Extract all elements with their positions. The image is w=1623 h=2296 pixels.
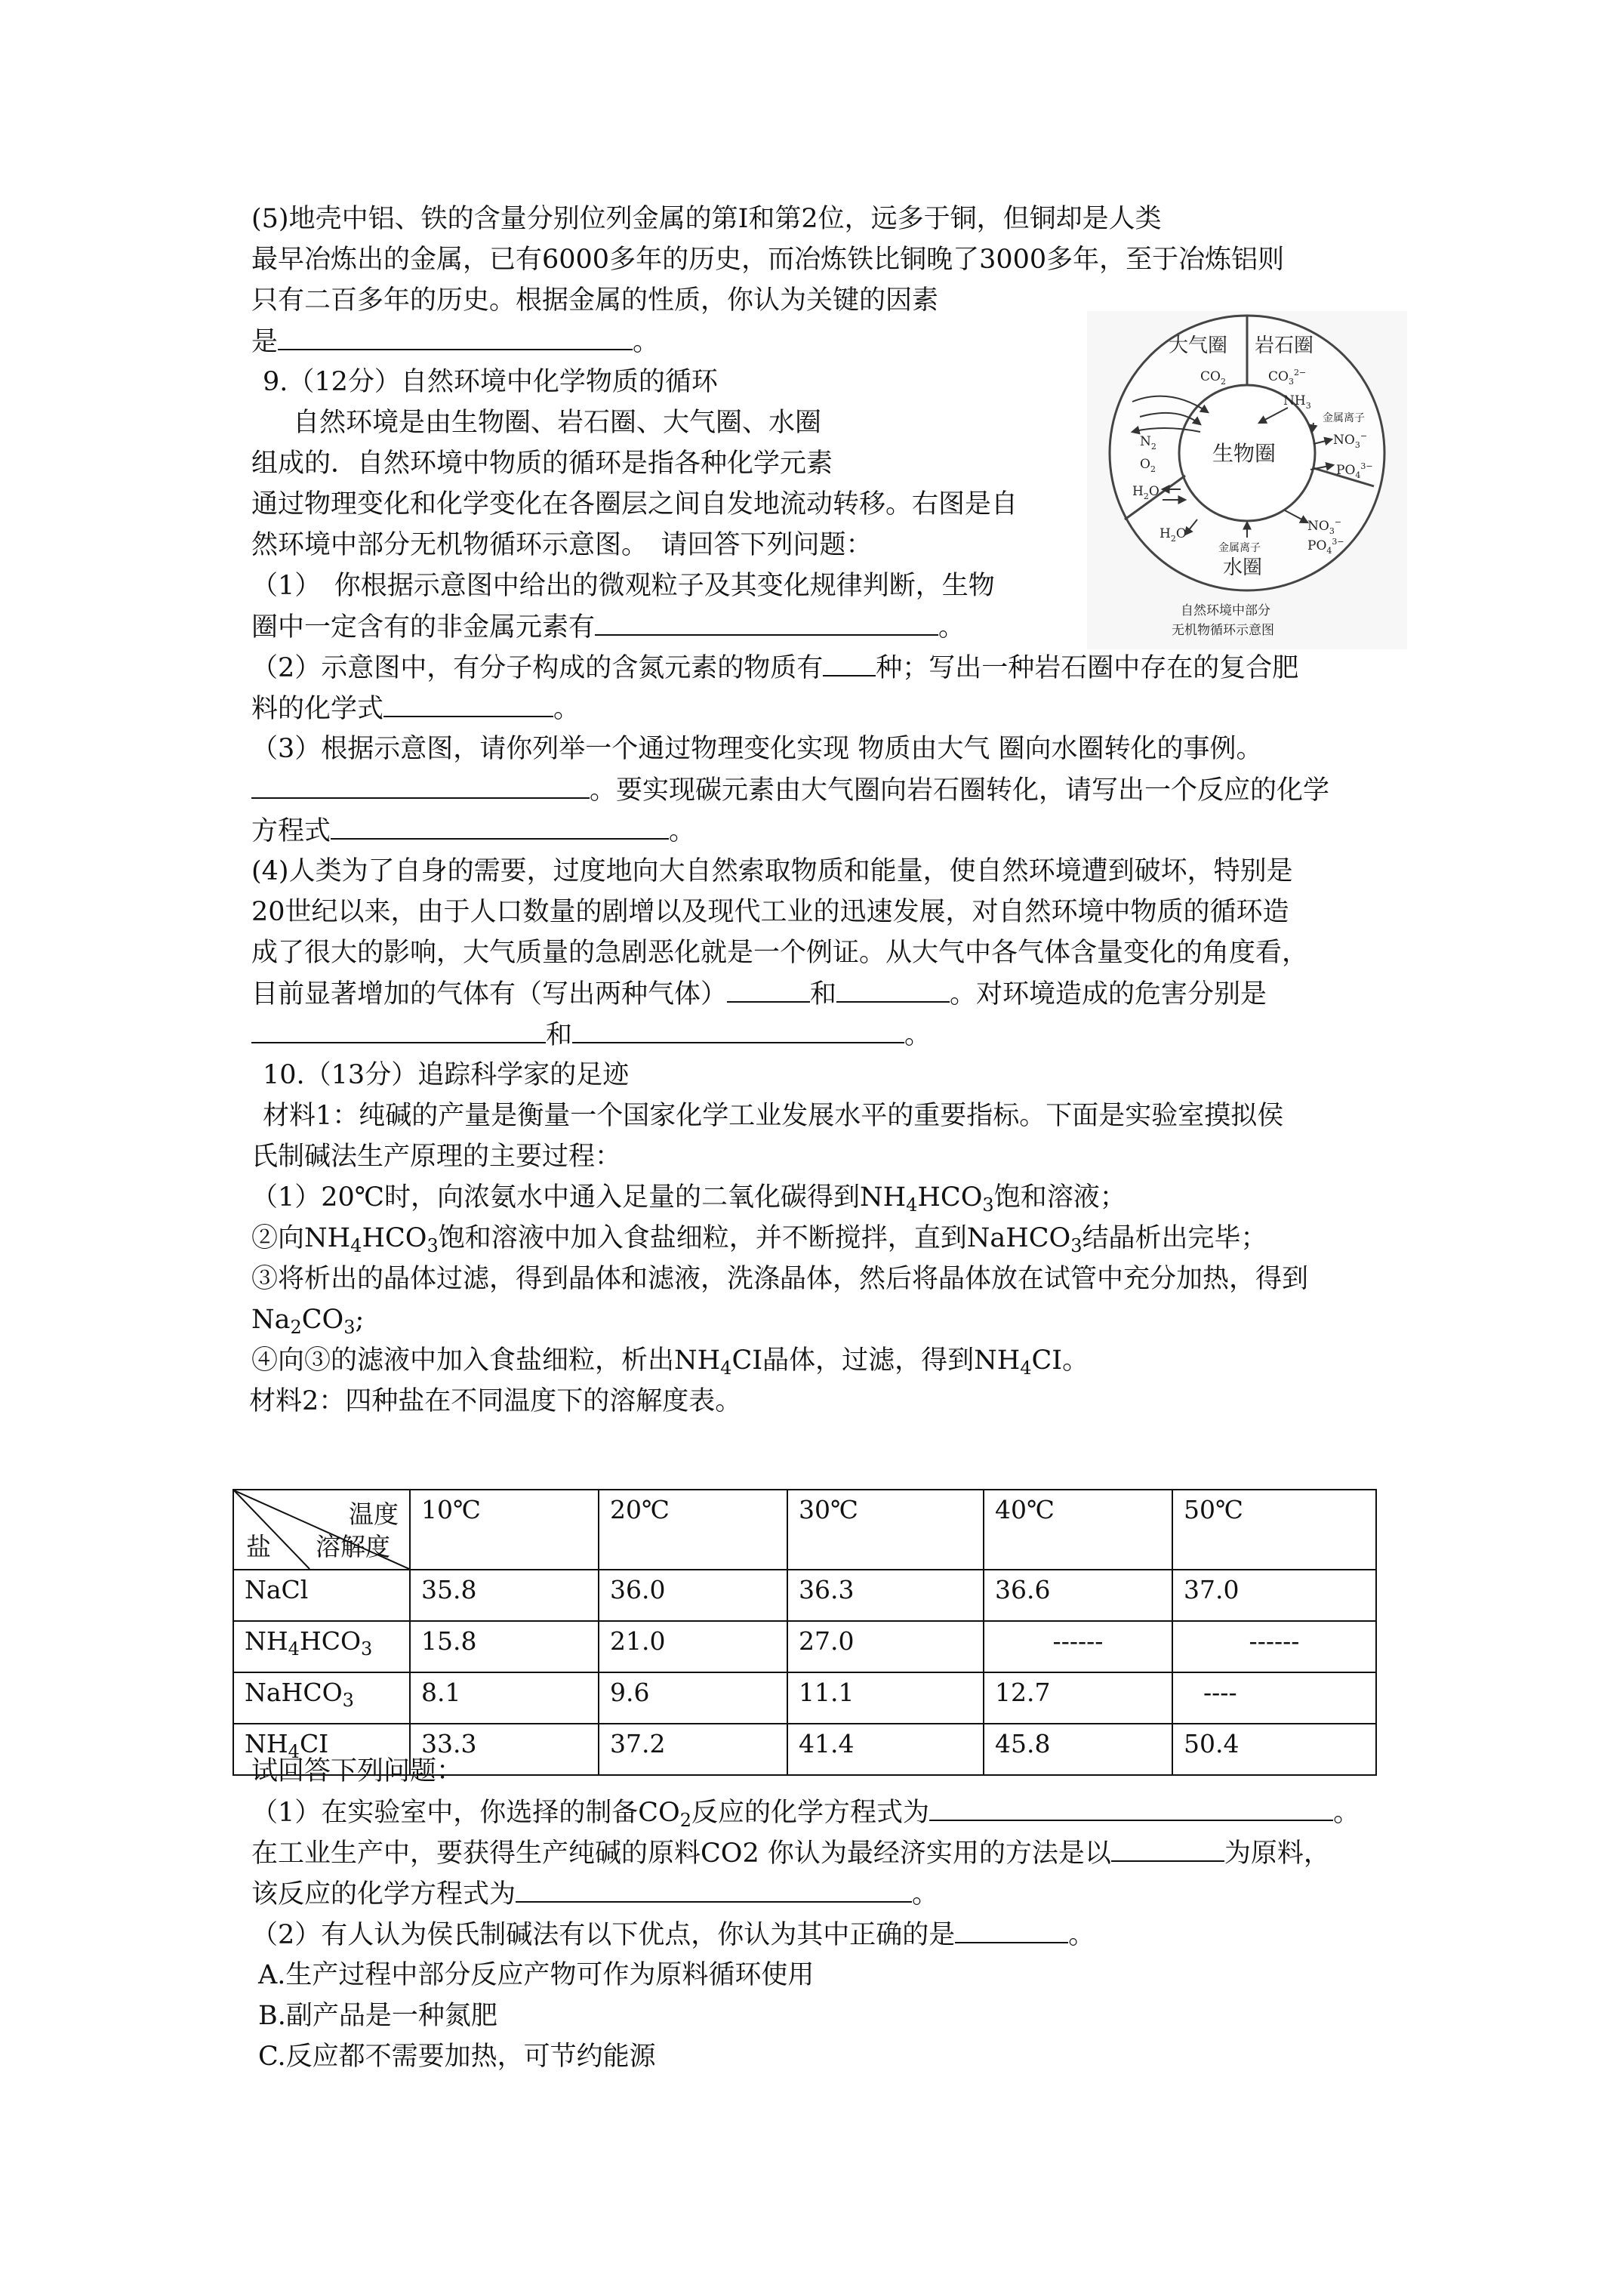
answer-blank[interactable] [955,1916,1068,1943]
answer-blank[interactable] [572,1016,904,1043]
table-header-cell: 20℃ [599,1490,787,1570]
species-co2: $CO_2$ [1200,369,1226,387]
table-cell: 33.3 [410,1724,599,1775]
q10-2-text: （2）有人认为侯氏制碱法有以下优点，你认为其中正确的是 [251,1920,956,1950]
table-salt-cell: $NH_4HCO_3$ [233,1621,410,1672]
q10-title: 10.（13分）追踪科学家的足迹 [263,1060,630,1090]
q8-5-text: 是 [251,327,279,357]
q10-material-1-line-1: 材料1：纯碱的产量是衡量一个国家化学工业发展水平的重要指标。下面是实验室摸拟侯 [263,1101,1284,1131]
step-text: ②向 [251,1223,305,1253]
q10-ask: 试回答下列问题： [251,1756,463,1786]
q8-5-end: 。 [633,327,660,357]
q9-4-end: 。 [904,1020,932,1050]
q10-1-line-2 [251,1835,1330,1872]
answer-blank[interactable] [836,975,950,1003]
option-a[interactable]: A.生产过程中部分反应产物可作为原料循环使用 [258,1960,815,1990]
q9-4-line-5 [251,1016,931,1053]
step-text: （1）20℃时，向浓氨水中通入足量的二氧化碳得到 [251,1182,860,1213]
q8-5-line-4 [251,323,659,360]
q9-4-text: 目前显著增加的气体有（写出两种气体） [251,979,728,1009]
answer-blank[interactable] [251,1016,546,1043]
q9-para-1: 自然环境是由生物圈、岩石圈、大气圈、水圈 [293,408,822,438]
q9-3-line-2 [251,772,1329,809]
q10-1-text-d: 为原料， [1224,1838,1330,1869]
q9-4-line-3: 成了很大的影响，大气质量的急剧恶化就是一个例证。从大气中各气体含量变化的角度看， [251,938,1309,968]
label-hydrosphere: 水圈 [1223,556,1263,579]
q8-5-line-2: 最早冶炼出的金属，已有6000多年的历史，而冶炼铁比铜晚了3000多年，至于冶炼铝则 [251,245,1285,275]
q9-1-text: 圈中一定含有的非金属元素有 [251,612,596,643]
species-no3-bottom: $NO_3^-$ [1307,517,1342,536]
formula-co2: $CO_2$ [638,1798,692,1831]
table-cell: 50.4 [1172,1724,1376,1775]
table-header-cell: 30℃ [787,1490,984,1570]
option-b[interactable]: B.副产品是一种氮肥 [258,2001,497,2031]
q9-2-text-c: 料的化学式 [251,694,384,724]
table-header-cell: 40℃ [984,1490,1172,1570]
answer-blank[interactable] [727,975,810,1003]
step-text: 饱和溶液中加入食盐细粒，并不断搅拌，直到 [438,1223,967,1253]
table-cell: 41.4 [787,1724,984,1775]
q10-step-3-line-2 [251,1302,364,1345]
q9-2-end: 。 [553,694,581,724]
table-header-row [233,1490,1376,1570]
q9-4-line-2: 20世纪以来，由于人口数量的剧增以及现代工业的迅速发展，对自然环境中物质的循环造 [251,897,1289,927]
q10-step-1 [251,1179,1126,1223]
answer-blank[interactable] [929,1794,1333,1821]
q10-step-3: ③将析出的晶体过滤，得到晶体和滤液，洗涤晶体，然后将晶体放在试管中充分加热，得到 [251,1264,1309,1294]
q9-4-and-b: 和 [546,1020,573,1050]
q9-3-line-3 [251,812,695,849]
table-row [233,1672,1376,1724]
species-o2: $O_2$ [1140,457,1156,474]
answer-blank[interactable] [383,690,553,717]
species-nh3: $NH_3$ [1283,393,1311,411]
species-h2o-bottom: $H_2O$ [1160,526,1187,544]
q9-4-line-4 [251,975,1267,1012]
q9-1-line-1: （1） 你根据示意图中给出的微观粒子及其变化规律判断，生物 [251,571,995,601]
table-salt-cell: NaCl [233,1570,410,1621]
table-cell: 9.6 [599,1672,787,1724]
formula-nahco3: NaHCO$_3$ [966,1223,1083,1256]
table-salt-cell: $NH_4CI$ [233,1724,410,1775]
step-text: 。 [1062,1345,1089,1376]
q9-2-line-2 [251,690,580,727]
label-atmosphere: 大气圈 [1169,334,1228,357]
table-cell: 45.8 [984,1724,1172,1775]
q8-5-line-3: 只有二百多年的历史。根据金属的性质，你认为关键的因素 [251,285,939,316]
formula-na2co3: $Na_2CO_3$ [251,1305,356,1338]
corner-solubility-label: 溶解度 [316,1532,390,1561]
table-cell: 36.6 [984,1570,1172,1621]
q10-material-2: 材料2：四种盐在不同温度下的溶解度表。 [249,1386,742,1416]
formula-nh4ci: $NH_4CI$ [674,1345,763,1379]
step-text: 结晶析出完毕； [1082,1223,1267,1253]
q10-1-text-e: 该反应的化学方程式为 [251,1879,516,1909]
answer-blank[interactable] [1111,1835,1224,1862]
formula-nh4hco3: $NH_4HCO_3$ [304,1223,439,1256]
table-cell: ---- [1172,1672,1376,1724]
step-text: ; [355,1305,365,1335]
table-cell: 37.0 [1172,1570,1376,1621]
q9-2-text-b: 种；写出一种岩石圈中存在的复合肥 [876,653,1299,683]
species-no3-top: $NO_3^-$ [1333,431,1368,450]
table-cell: 27.0 [787,1621,984,1672]
q9-4-line-1: (4)人类为了自身的需要，过度地向大自然索取物质和能量，使自然环境遭到破坏，特别是 [251,856,1293,886]
q8-5-line-1: (5)地壳中铝、铁的含量分别位列金属的第Ⅰ和第2位，远多于铜，但铜却是人类 [251,204,1162,234]
q9-2-line-1 [251,649,1298,686]
label-lithosphere: 岩石圈 [1255,334,1314,357]
answer-blank[interactable] [823,649,876,676]
q10-1-text: （1）在实验室中，你选择的制备 [251,1798,639,1828]
q9-1-end: 。 [938,612,965,643]
label-biosphere: 生物圈 [1212,441,1277,466]
table-row [233,1621,1376,1672]
q9-3-text-b: 方程式 [251,816,331,846]
formula-nh4ci: $NH_4CI$ [974,1345,1063,1379]
q9-1-line-2 [251,609,965,646]
step-text: 晶体，过滤，得到 [762,1345,975,1376]
table-cell: 36.0 [599,1570,787,1621]
answer-blank[interactable] [251,772,590,799]
q9-para-3: 通过物理变化和化学变化在各圈层之间自发地流动转移。右图是自 [251,489,1018,519]
species-metal-ion-top: 金属离子 [1323,412,1365,424]
answer-blank[interactable] [516,1875,912,1903]
answer-blank[interactable] [278,323,633,350]
table-cell: 21.0 [599,1621,787,1672]
table-salt-cell: NaHCO$_3$ [233,1672,410,1724]
q10-1-end: 。 [1333,1798,1360,1828]
q10-step-4 [251,1342,1089,1386]
answer-blank[interactable] [595,609,938,636]
figure-caption-line-1: 自然环境中部分 [1181,603,1270,618]
cycle-diagram [1087,311,1407,649]
q9-title: 9.（12分）自然环境中化学物质的循环 [263,367,718,397]
q9-3-end: 。 [669,816,696,846]
q10-2-line-1 [251,1916,1095,1953]
species-n2: $N_2$ [1140,434,1156,451]
species-po4-top: $PO_4^{3-}$ [1336,461,1373,480]
table-cell: 35.8 [410,1570,599,1621]
q9-4-and: 和 [810,979,837,1009]
q9-2-text: （2）示意图中，有分子构成的含氮元素的物质有 [251,653,824,683]
q10-1-end-b: 。 [912,1879,939,1909]
q9-4-text-b: 。对环境造成的危害分别是 [950,979,1267,1009]
species-metal-ion-bottom: 金属离子 [1218,542,1261,554]
q9-3-line-1: （3）根据示意图，请你列举一个通过物理变化实现 物质由大气 圈向水圈转化的事例。 [251,734,1263,764]
q10-1-text-c: 在工业生产中，要获得生产纯碱的原料CO2 你认为最经济实用的方法是以 [251,1838,1111,1869]
species-po4-bottom: $PO_4^{3-}$ [1307,537,1344,556]
step-text: ④向③的滤液中加入食盐细粒，析出 [251,1345,675,1376]
formula-nh4hco3: $NH_4HCO_3$ [859,1182,994,1216]
table-corner-cell [233,1490,410,1570]
q10-1-line-1 [251,1794,1360,1838]
q10-step-2 [251,1220,1267,1264]
species-co3: $CO_3^{2-}$ [1268,368,1307,387]
answer-blank[interactable] [331,812,669,840]
q10-1-text-b: 反应的化学方程式为 [691,1798,930,1828]
q10-2-end: 。 [1068,1920,1095,1950]
solubility-table [233,1489,1377,1776]
table-header-cell: 10℃ [410,1490,599,1570]
option-c[interactable]: C.反应都不需要加热，可节约能源 [258,2042,656,2072]
q9-para-4: 然环境中部分无机物循环示意图。 请回答下列问题： [251,530,873,560]
table-header-cell: 50℃ [1172,1490,1376,1570]
q9-para-2: 组成的．自然环境中物质的循环是指各种化学元素 [251,448,833,479]
table-cell: 15.8 [410,1621,599,1672]
q10-1-line-3 [251,1875,938,1912]
corner-salt-label: 盐 [246,1532,271,1561]
step-text: 饱和溶液； [993,1182,1126,1213]
figure-caption-line-2: 无机物循环示意图 [1172,623,1274,638]
q9-3-text: 。要实现碳元素由大气圈向岩石圈转化，请写出一个反应的化学 [590,775,1330,806]
q10-material-1-line-2: 氏制碱法生产原理的主要过程： [251,1142,622,1172]
table-cell: ------ [984,1621,1172,1672]
species-h2o-left: $H_2O$ [1132,484,1160,501]
corner-temp-label: 温度 [349,1499,399,1529]
table-cell: 8.1 [410,1672,599,1724]
table-cell: ------ [1172,1621,1376,1672]
table-cell: 36.3 [787,1570,984,1621]
table-cell: 37.2 [599,1724,787,1775]
table-cell: 12.7 [984,1672,1172,1724]
table-row [233,1570,1376,1621]
table-cell: 11.1 [787,1672,984,1724]
